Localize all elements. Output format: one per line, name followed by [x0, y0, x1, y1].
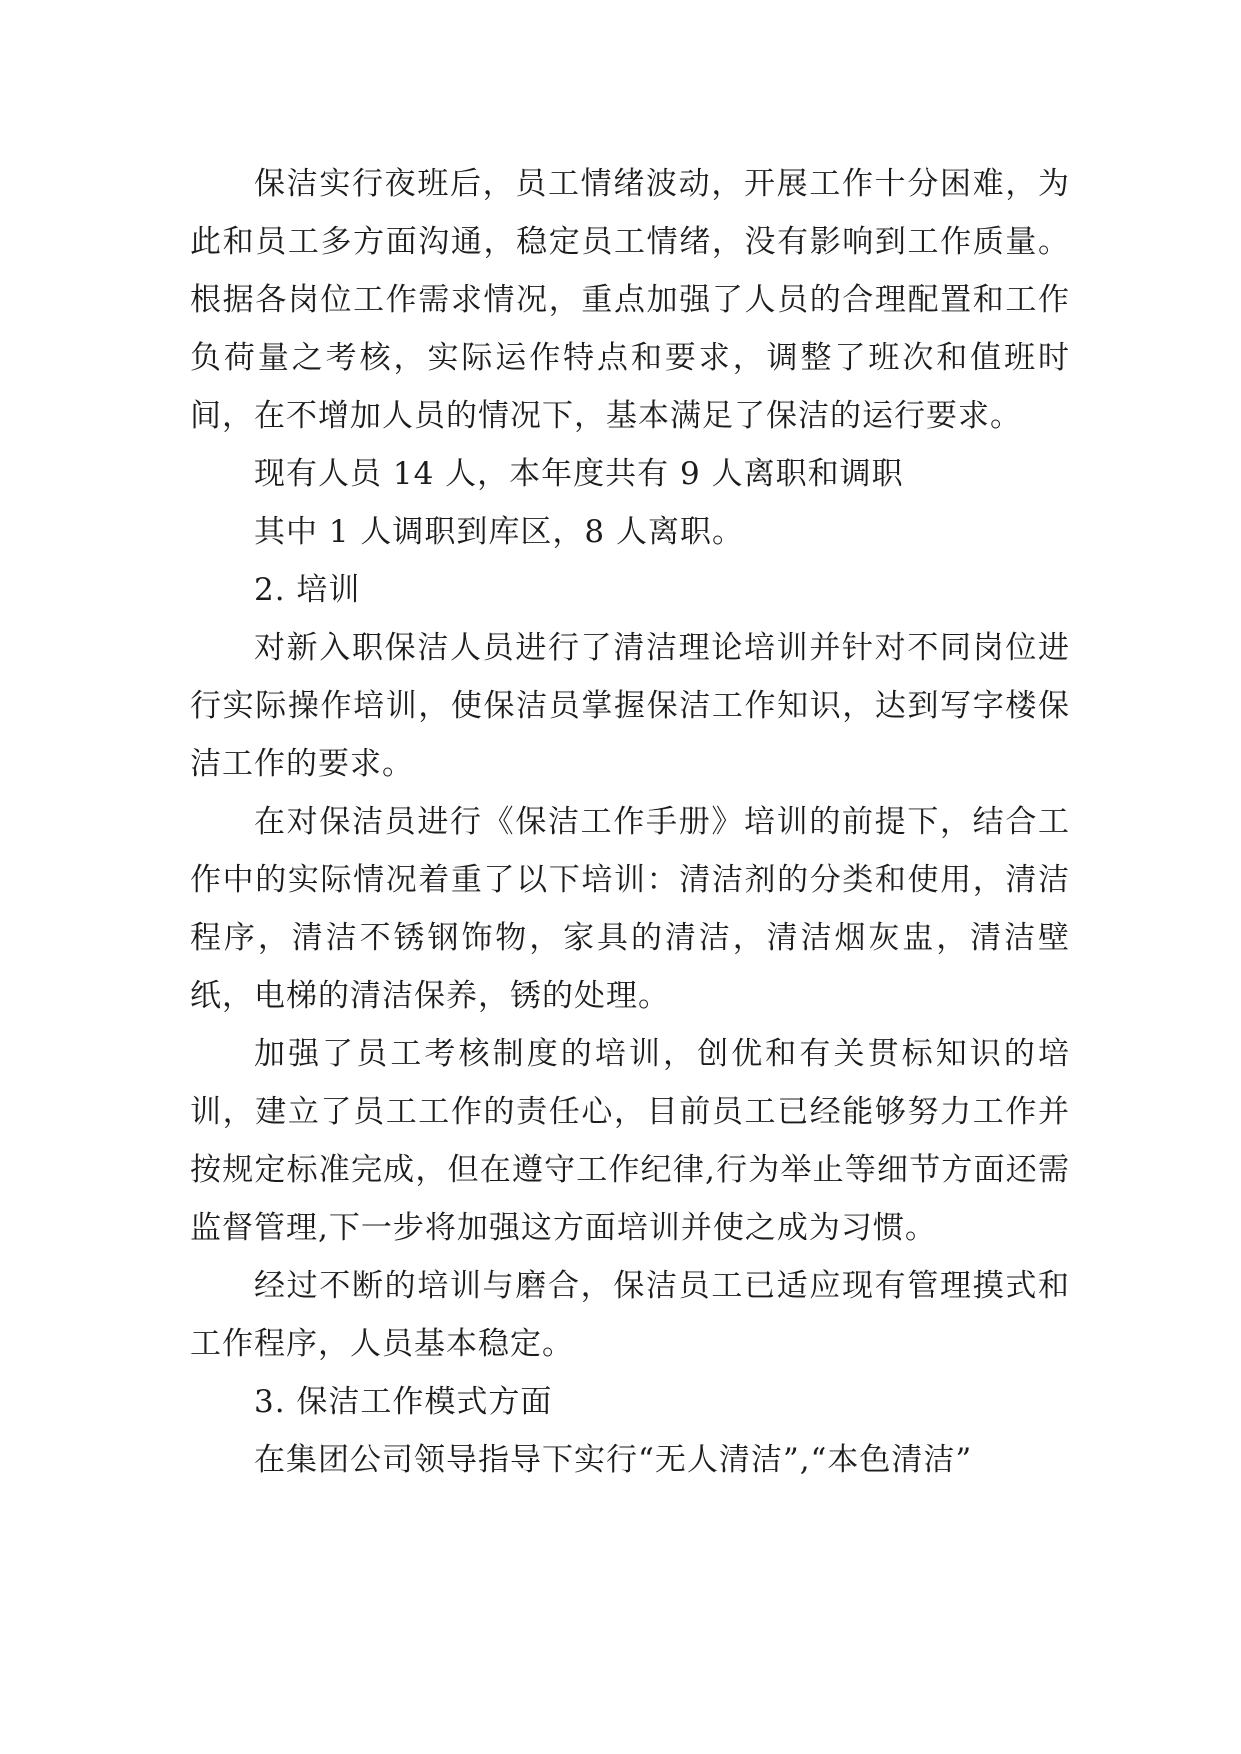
paragraph-transfer-detail: 其中 1 人调职到库区，8 人离职。 — [254, 514, 745, 550]
paragraph-staffing-adjustment: 保洁实行夜班后，员工情绪波动，开展工作十分困难，为此和员工多方面沟通，稳定员工情绪，没有影响到工作质量。根据各岗位工作需求情况，重点加强了人员的合理配置和工作负荷量之考核，实际运作特点和要求，调整了班次和值班时间，在不增加人员的情况下，基本满足了保洁的运行要求。 — [190, 166, 1070, 434]
paragraph-work-mode: 在集团公司领导指导下实行“无人清洁”,“本色清洁” — [254, 1442, 973, 1478]
paragraph-manual-training: 在对保洁员进行《保洁工作手册》培训的前提下，结合工作中的实际情况着重了以下培训：清洁剂的分类和使用，清洁程序，清洁不锈钢饰物，家具的清洁，清洁烟灰盅，清洁壁纸，电梯的清洁保养，锈的处理。 — [190, 804, 1070, 1014]
document-page — [190, 155, 1070, 1489]
paragraph-training-result: 经过不断的培训与磨合，保洁员工已适应现有管理摸式和工作程序，人员基本稳定。 — [190, 1268, 1070, 1362]
paragraph-staff-count: 现有人员 14 人，本年度共有 9 人离职和调职 — [254, 456, 904, 492]
paragraph-assessment-training: 加强了员工考核制度的培训，创优和有关贯标知识的培训，建立了员工工作的责任心，目前员工已经能够努力工作并按规定标准完成，但在遵守工作纪律,行为举止等细节方面还需监督管理,下一步将加强这方面培训并使之成为习惯。 — [190, 1036, 1070, 1246]
section-heading-training: 2. 培训 — [254, 572, 361, 608]
section-heading-work-mode: 3. 保洁工作模式方面 — [254, 1384, 553, 1420]
paragraph-new-hire-training: 对新入职保洁人员进行了清洁理论培训并针对不同岗位进行实际操作培训，使保洁员掌握保洁工作知识，达到写字楼保洁工作的要求。 — [190, 630, 1070, 782]
